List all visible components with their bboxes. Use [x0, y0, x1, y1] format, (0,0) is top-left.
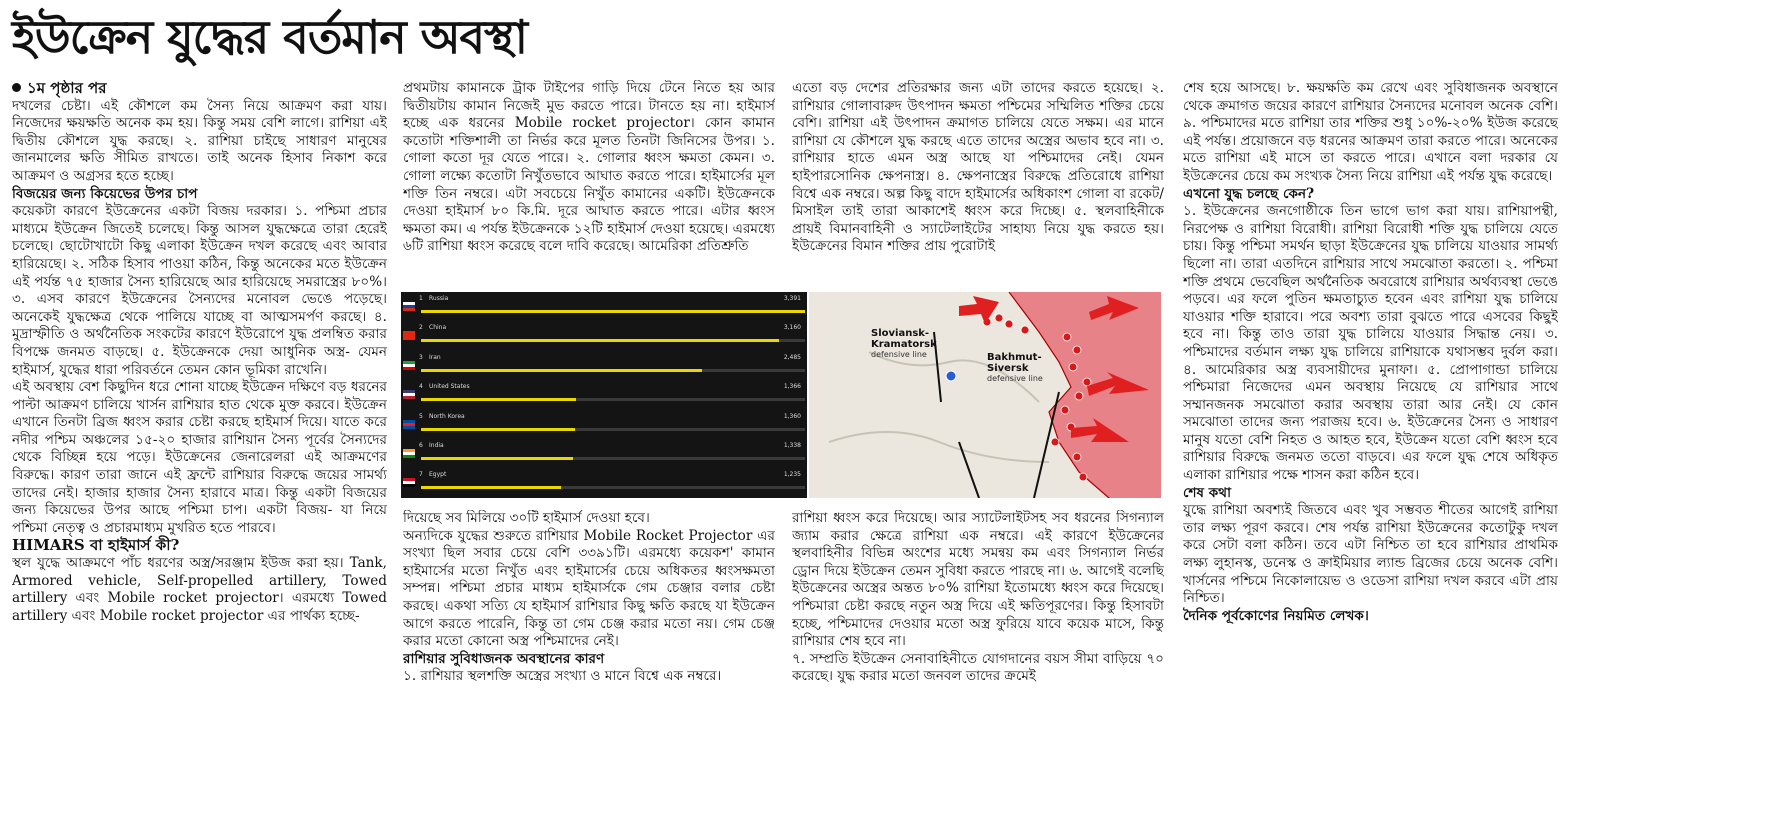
subheading: রাশিয়ার সুবিধাজনক অবস্থানের কারণ	[403, 650, 605, 667]
map-label: Siversk	[987, 363, 1029, 374]
ranking-row	[401, 410, 807, 439]
country-name: North Korea	[429, 412, 465, 420]
continuation-label	[12, 80, 387, 98]
rank-number: 3	[419, 353, 423, 361]
flag-icon	[403, 449, 415, 458]
rank-value: 1,366	[783, 383, 801, 391]
paragraph: দখলের চেষ্টা। এই কৌশলে কম সৈন্য নিয়ে আক্রমণ করা যায়। নিজেদের ক্ষয়ক্ষতি অনেক কম হয়। কিন্তু সময় বেশি লাগে। রাশিয়া এই দ্বিতীয় কৌশলে যুদ্ধ করছে। ২. রাশিয়া চাইছে সাধারণ মানুষের জানমালের ক্ষতি সীমিত রাখতে। তাই অনেক হিসাব নিকাশ করে আক্রমণ ও অগ্রসর হতে হচ্ছে।	[12, 97, 387, 184]
flag-icon	[403, 361, 415, 370]
bullet-icon	[12, 83, 21, 92]
rank-value: 3,160	[783, 324, 801, 332]
rank-number: 2	[419, 324, 423, 332]
article-column-3-bottom	[792, 510, 1164, 726]
bar-fill	[421, 369, 702, 372]
flag-icon	[403, 331, 415, 340]
ranking-row	[401, 321, 807, 350]
rank-number: 4	[419, 383, 423, 391]
article-graphic	[401, 292, 1161, 498]
rank-value: 1,338	[783, 442, 801, 449]
rocket-projector-ranking	[401, 292, 807, 498]
flag-icon	[403, 390, 415, 399]
country-name: China	[429, 324, 447, 332]
rank-number: 6	[419, 442, 423, 449]
ranking-row	[401, 439, 807, 468]
country-name: Russia	[429, 295, 449, 302]
article-column-2-top	[403, 80, 775, 290]
bar-track	[421, 428, 805, 431]
bar-track	[421, 457, 805, 460]
article-column-1	[12, 80, 387, 726]
rank-value: 3,391	[783, 295, 801, 302]
flag-icon	[403, 478, 415, 487]
paragraph: অন্যদিকে যুদ্ধের শুরুতে রাশিয়ার Mobile Rocket Projector এর সংখ্যা ছিল সবার চেয়ে বেশি ৩৩৯১টি। এরমধ্যে কয়েকশ' কামান হাইমার্সের মতো নিখুঁত এবং হাইমার্সের চেয়ে অধিকতর ধ্বংসক্ষমতা সম্পন্ন। পশ্চিমা প্রচার মাধ্যম হাইমার্সকে গেম চেঞ্জার বলার চেষ্টা করছে। একথা সত্যি যে হাইমার্স রাশিয়ার কিছু ক্ষতি করছে যা ইউক্রেন আগে করতে পারেনি, কিন্তু তা গেম চেঞ্জ করার মতো নয়। গেম চেঞ্জ করার মতো কোনো অস্ত্র পশ্চিমাদের নেই।	[403, 527, 775, 650]
map-label: defensive line	[871, 350, 927, 359]
bar-fill	[421, 428, 575, 431]
rank-number: 7	[419, 471, 423, 479]
country-name: India	[429, 442, 444, 449]
paragraph: ১. ইউক্রেনের জনগোষ্ঠীকে তিন ভাগে ভাগ করা যায়। রাশিয়াপন্থী, নিরপেক্ষ ও রাশিয়া বিরোধী। রাশিয়া বিরোধী শক্তি যুদ্ধ চালিয়ে যেতে চায়। কিন্তু পশ্চিমা সমর্থন ছাড়া ইউক্রেনের যুদ্ধ চালিয়ে যাওয়ার সামর্থ্য ছিলো না। তারা এতদিনে রাশিয়ার সাথে সমঝোতা করতো। ২. পশ্চিমা শক্তি প্রথমে ভেবেছিল অর্থনৈতিক অবরোধে রাশিয়ার অর্থব্যবস্থা ভেঙে পড়বে। এর ফলে পুতিন ক্ষমতাচ্যুত হবেন এবং রাশিয়া যুদ্ধ চালিয়ে যাওয়ার শক্তি হারাবে। পরে অবশ্য তারা বুঝতে পারে এসবের কিছুই হবে না। কিন্তু তাও তারা যুদ্ধ চালিয়ে যাওয়ার সিদ্ধান্ত নেয়। ৩. পশ্চিমাদের বর্তমান লক্ষ্য যুদ্ধ চালিয়ে রাশিয়াকে যথাসম্ভব দুর্বল করা। ৪. আমেরিকার অস্ত্র ব্যবসায়ীদের মুনাফা। ৫. প্রোপাগান্ডা চালিয়ে পশ্চিমারা নিজেদের এমন অবস্থায় নিয়েছে যে রাশিয়ার সাথে সম্মানজনক সমঝোতা করার অবস্থায় তারা আর নেই। যে কোন সমঝোতা তাদের জন্য পরাজয় হবে। ৬. ইউক্রেনের সৈন্য ও সাধারণ মানুষ যতো বেশি নিহত ও আহত হবে, ইউক্রেন যতো বেশি ধ্বংস হবে রাশিয়ার বিরুদ্ধে জনমত ততো বাড়বে। এর ফলে যুদ্ধ শেষে অধিকৃত এলাকা রাশিয়ার পক্ষে শাসন করা কঠিন হবে।	[1183, 203, 1558, 484]
map-label: defensive line	[987, 374, 1043, 383]
subheading: এখনো যুদ্ধ চলছে কেন?	[1183, 185, 1315, 202]
ranking-row	[401, 351, 807, 380]
paragraph: প্রথমটায় কামানকে ট্রাক টাইপের গাড়ি দিয়ে টেনে নিতে হয় আর দ্বিতীয়টায় কামান নিজেই মুভ করতে পারে। টানতে হয় না। হাইমার্স হচ্ছে এক ধরনের Mobile rocket projector। কোন কামান কতোটা শক্তিশালী তা নির্ভর করে মূলত তিনটা জিনিসের উপর। ১. গোলা কতো দূর যেতে পারে। ২. গোলার ধ্বংস ক্ষমতা কেমন। ৩. গোলা লক্ষ্যে কতোটা নিখুঁতভাবে আঘাত করতে পারে। হাইমার্সের মূল শক্তি তিন নম্বরে। এটা সবচেয়ে নিখুঁত কামানের একটি। ইউক্রেনকে দেওয়া হাইমার্স ৮০ কি.মি. দূরে আঘাত করতে পারে। এটার ধ্বংস ক্ষমতা কম। এ পর্যন্ত ইউক্রেনকে ১২টি হাইমার্স দেওয়া হয়েছে। এরমধ্যে ৬টি রাশিয়া ধ্বংস করেছে বলে দাবি করেছে। আমেরিকা প্রতিশ্রুতি	[403, 80, 775, 255]
paragraph: স্থল যুদ্ধে আক্রমণে পাঁচ ধরণের অস্ত্র/সরঞ্জাম ইউজ করা হয়। Tank, Armored vehicle, Self-propelled artillery, Towed artillery এবং Mobile rocket projector। এরমধ্যে Towed artillery এবং Mobile rocket projector এর পার্থক্য হচ্ছে-	[12, 555, 387, 624]
bar-fill	[421, 486, 561, 489]
ranking-row	[401, 292, 807, 321]
country-name: Egypt	[429, 471, 447, 479]
city-marker	[946, 371, 956, 381]
map-label: Bakhmut-	[987, 352, 1042, 363]
subheading: শেষ কথা	[1183, 484, 1232, 501]
headline: ইউক্রেন যুদ্ধের বর্তমান অবস্থা	[12, 10, 527, 64]
paragraph: কয়েকটা কারণে ইউক্রেনের একটা বিজয় দরকার। ১. পশ্চিমা প্রচার মাধ্যমে ইউক্রেন জিতেই চলেছে। কিন্তু আসল যুদ্ধক্ষেত্রে তারা হেরেই চলেছে। ছোটোখাটো কিছু এলাকা ইউক্রেন দখল করেছে এবং আবার হারিয়েছে। ২. সঠিক হিসাব পাওয়া কঠিন, কিন্তু অনেকের মতে ইউক্রেন এই পর্যন্ত ৭৫ হাজার সৈন্য হারিয়েছে আর হারিয়েছে সমরাস্ত্রের ৮০%। ৩. এসব কারণে ইউক্রেনের সৈন্যদের মনোবল ভেঙে পড়েছে। অনেকেই যুদ্ধক্ষেত্র থেকে পালিয়ে যাচ্ছে বা আত্মসমর্পণ করছে। ৪. মুদ্রাস্ফীতি ও অর্থনৈতিক সংকটের কারণে ইউরোপে যুদ্ধ প্রলম্বিত করার বিপক্ষে জনমত বাড়ছে। ৫. ইউক্রেনকে দেয়া আধুনিক অস্ত্র- যেমন হাইমার্স, যুদ্ধের ধারা পরিবর্তনে তেমন কোন ভূমিকা রাখেনি।	[12, 203, 387, 378]
bar-fill	[421, 398, 576, 401]
article-column-4	[1183, 80, 1558, 726]
paragraph: এতো বড় দেশের প্রতিরক্ষার জন্য এটা তাদের করতে হয়েছে। ২. রাশিয়ার গোলাবারুদ উৎপাদন ক্ষমতা পশ্চিমের সম্মিলিত শক্তির চেয়ে বেশি। রাশিয়া এই উৎপাদন ক্রমাগত চালিয়ে যেতে সক্ষম। এর মানে রাশিয়া যে কৌশলে যুদ্ধ করছে এতে তাদের অস্ত্রের অভাব হবে না। ৩. রাশিয়ার হাতে এমন অস্ত্র আছে যা পশ্চিমাদের নেই। যেমন হাইপারসোনিক ক্ষেপনাস্ত্র। ৪. ক্ষেপনাস্ত্রের বিরুদ্ধে প্রতিরোধে রাশিয়া বিশ্বে এক নম্বরে। অল্প কিছু বাদে হাইমার্সের অধিকাংশ গোলা বা রকেট/মিসাইল তাই তারা আকাশেই ধ্বংস করে দিচ্ছে। ৫. স্থলবাহিনীকে প্রায়ই বিমানবাহিনী ও স্যাটেলাইটের সাহায্য নিয়ে যুদ্ধ করতে হয়। ইউক্রেনের বিমান শক্তির প্রায় পুরোটাই	[792, 80, 1164, 255]
paragraph: দিয়েছে সব মিলিয়ে ৩০টি হাইমার্স দেওয়া হবে।	[403, 510, 650, 526]
bar-track	[421, 486, 805, 489]
map-label: Sloviansk-	[871, 328, 930, 339]
flag-icon	[403, 420, 415, 429]
flag-icon	[403, 302, 415, 311]
front-line-map	[809, 292, 1161, 498]
paragraph: ১. রাশিয়ার স্থলশক্তি অস্ত্রের সংখ্যা ও মানে বিশ্বে এক নম্বরে।	[403, 668, 722, 685]
subheading: বিজয়ের জন্য কিয়েভের উপর চাপ	[12, 185, 198, 202]
paragraph: ৭. সম্প্রতি ইউক্রেন সেনাবাহিনীতে যোগদানের বয়স সীমা বাড়িয়ে ৭০ করেছে। যুদ্ধ করার মতো জনবল তাদের ক্রমেই	[792, 650, 1164, 685]
bar-track	[421, 339, 805, 342]
bar-fill	[421, 310, 805, 313]
continuation-text: ১ম পৃষ্ঠার পর	[27, 80, 107, 97]
byline: দৈনিক পূর্বকোণের নিয়মিত লেখক।	[1183, 607, 1369, 624]
country-name: Iran	[429, 353, 441, 361]
article-column-3-top	[792, 80, 1164, 290]
paragraph: এই অবস্থায় বেশ কিছুদিন ধরে শোনা যাচ্ছে ইউক্রেন দক্ষিণে বড় ধরনের পাল্টা আক্রমণ চালিয়ে খার্সন রাশিয়ার হাত থেকে মুক্ত করবে। ইউক্রেন এখানে তিনটা ব্রিজ ধ্বংস করার চেষ্টা করছে হাইমার্স দিয়ে। যাতে করে নদীর পশ্চিম অঞ্চলের ১৫-২০ হাজার রাশিয়ান সৈন্য পূর্বের সৈন্যদের থেকে বিচ্ছিন্ন হয়ে পড়ে। ইউক্রেনের জেনারেলরা এই আক্রমণের বিরুদ্ধে। কারণ তারা জানে এই ফ্রন্টে রাশিয়ার বিরুদ্ধে জয়ের সামর্থ্য তাদের নেই। হাজার হাজার সৈন্য হারাবে মাত্র। কিন্তু একটা বিজয়ের জন্য কিয়েভের উপর আছে পশ্চিমা চাপ। একটা বিজয়- যা নিয়ে পশ্চিমা নেতৃত্ব ও প্রচারমাধ্যম মুখরিত হতে পারবে।	[12, 379, 387, 536]
paragraph: শেষ হয়ে আসছে। ৮. ক্ষয়ক্ষতি কম রেখে এবং সুবিধাজনক অবস্থানে থেকে ক্রমাগত জয়ের কারণে রাশিয়ার সৈন্যদের মনোবল অনেক বেশি। ৯. পশ্চিমাদের মতে রাশিয়া তার শক্তির শুধু ১০%-২০% ইউজ করেছে এই পর্যন্ত। প্রয়োজনে বড় ধরনের আক্রমণ তারা করতে পারে। অনেকের মতে রাশিয়া এই মাসে তা করতে পারে। এখানে বলা দরকার যে ইউক্রেনের চেয়ে কম সংখ্যক সৈন্য নিয়ে রাশিয়া এই পর্যন্ত যুদ্ধ করেছে।	[1183, 80, 1558, 184]
bar-track	[421, 310, 805, 313]
country-name: United States	[429, 383, 470, 391]
bar-track	[421, 398, 805, 401]
rank-value: 2,485	[783, 353, 801, 361]
ranking-row	[401, 468, 807, 497]
bar-fill	[421, 457, 573, 460]
rank-value: 1,360	[783, 412, 801, 420]
bar-track	[421, 369, 805, 372]
paragraph: যুদ্ধে রাশিয়া অবশ্যই জিতবে এবং খুব সম্ভবত শীতের আগেই রাশিয়া তার লক্ষ্য পূরণ করবে। শেষ পর্যন্ত রাশিয়া ইউক্রেনের কতোটুকু দখল করে সেটা বলা কঠিন। তবে এটা নিশ্চিত তা হবে রাশিয়ার প্রাথমিক লক্ষ্য লুহানস্ক, ডনেস্ক ও ক্রাইমিয়ার ল্যান্ড ব্রিজের চেয়ে অনেক বেশি। খার্সনের পশ্চিমে নিকোলায়েভ ও ওডেসা রাশিয়া দখল করবে এটা প্রায় নিশ্চিত।	[1183, 502, 1558, 607]
rank-number: 1	[419, 295, 423, 302]
ranking-row	[401, 380, 807, 409]
paragraph: রাশিয়া ধ্বংস করে দিয়েছে। আর স্যাটেলাইটসহ সব ধরনের সিগন্যাল জ্যাম করার ক্ষেত্রে রাশিয়া এক নম্বরে। এই কারণে ইউক্রেনের স্থলবাহিনীর বিভিন্ন অংশের মধ্যে সমন্বয় কম এবং সিগন্যাল নির্ভর ড্রোন দিয়ে ইউক্রেন তেমন সুবিধা করতে পারছে না। ৬. আগেই বলেছি ইউক্রেনের অস্ত্রের অন্তত ৮০% রাশিয়া ইতোমধ্যে ধ্বংস করে দিয়েছে। পশ্চিমারা চেষ্টা করছে নতুন অস্ত্র দিয়ে এই ক্ষতিপূরণের। কিন্তু হিসাবটা হচ্ছে, পশ্চিমাদের দেওয়ার মতো অস্ত্র ফুরিয়ে যাবে কয়েক মাসে, কিন্তু রাশিয়ার শেষ হবে না।	[792, 510, 1164, 650]
map-label: Kramatorsk	[871, 339, 937, 350]
article-column-2-bottom	[403, 510, 775, 726]
subheading-himars: HIMARS বা হাইমার্স কী?	[12, 536, 180, 555]
rank-number: 5	[419, 412, 423, 420]
bar-fill	[421, 339, 779, 342]
rank-value: 1,235	[783, 471, 801, 479]
